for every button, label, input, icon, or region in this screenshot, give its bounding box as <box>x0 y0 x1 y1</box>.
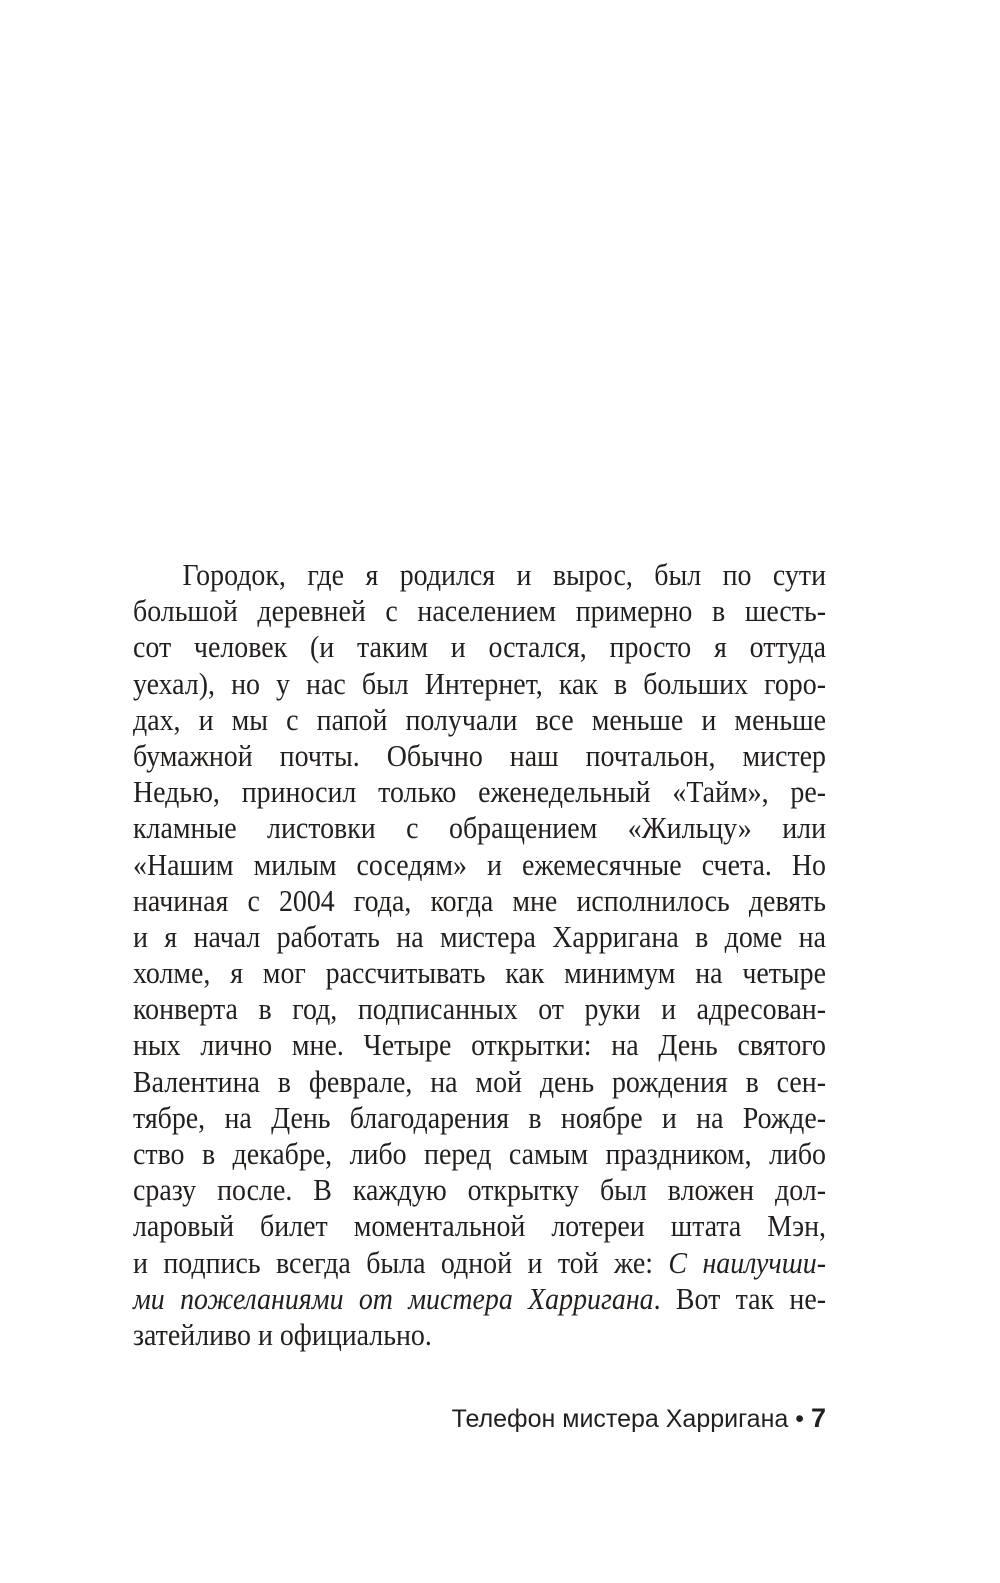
text-line: сот человек (и таким и остался, просто я оттуда <box>133 629 826 665</box>
text-line: кламные листовки с обращением «Жильцу» или <box>133 810 826 846</box>
book-title: Телефон мистера Харригана <box>451 1405 789 1433</box>
text-line: ных лично мне. Четыре открытки: на День святого <box>133 1027 826 1063</box>
text-line: «Нашим милым соседям» и ежемесячные счета. Но <box>133 846 826 882</box>
running-footer <box>452 1403 826 1434</box>
text-line: ство в декабре, либо перед самым праздником, либо <box>133 1136 826 1171</box>
text-line: большой деревней с населением примерно в шесть- <box>133 593 826 629</box>
page-number: 7 <box>810 1403 826 1433</box>
text-line: тябре, на День благодарения в ноябре и на Рожде- <box>133 1099 826 1135</box>
text-line: бумажной почты. Обычно наш почтальон, мистер <box>133 737 826 773</box>
text-line: Валентина в феврале, на мой день рождения в сен- <box>133 1063 826 1099</box>
text-line: Городок, где я родился и вырос, был по сути <box>182 557 826 592</box>
text-line: ларовый билет моментальной лотереи штата Мэн, <box>133 1208 826 1244</box>
bullet-separator: • <box>795 1405 805 1433</box>
text-line <box>133 1245 826 1281</box>
italic-text: ми пожеланиями от мистера Харригана <box>133 1280 654 1316</box>
text-line: и я начал работать на мистера Харригана в доме на <box>133 918 826 954</box>
text-span: и подпись всегда была одной и той же: <box>133 1244 669 1280</box>
text-line <box>133 1281 826 1317</box>
text-line: конверта в год, подписанных от руки и адресован- <box>133 991 826 1027</box>
text-line: сразу после. В каждую открытку был вложен дол- <box>133 1172 826 1208</box>
text-line: затейливо и официально. <box>133 1316 432 1352</box>
text-line: Недью, приносил только еженедельный «Тайм», ре- <box>133 774 826 810</box>
italic-text: С наилучши- <box>668 1244 827 1280</box>
text-line: холме, я мог рассчитывать как минимум на четыре <box>133 955 826 991</box>
body-text <box>133 557 826 1353</box>
text-line: уехал), но у нас был Интернет, как в больших горо- <box>133 665 826 701</box>
text-span: . Вот так не- <box>653 1280 826 1316</box>
text-line: начиная с 2004 года, когда мне исполнилось девять <box>133 882 826 918</box>
text-line: дах, и мы с папой получали все меньше и меньше <box>133 701 826 737</box>
